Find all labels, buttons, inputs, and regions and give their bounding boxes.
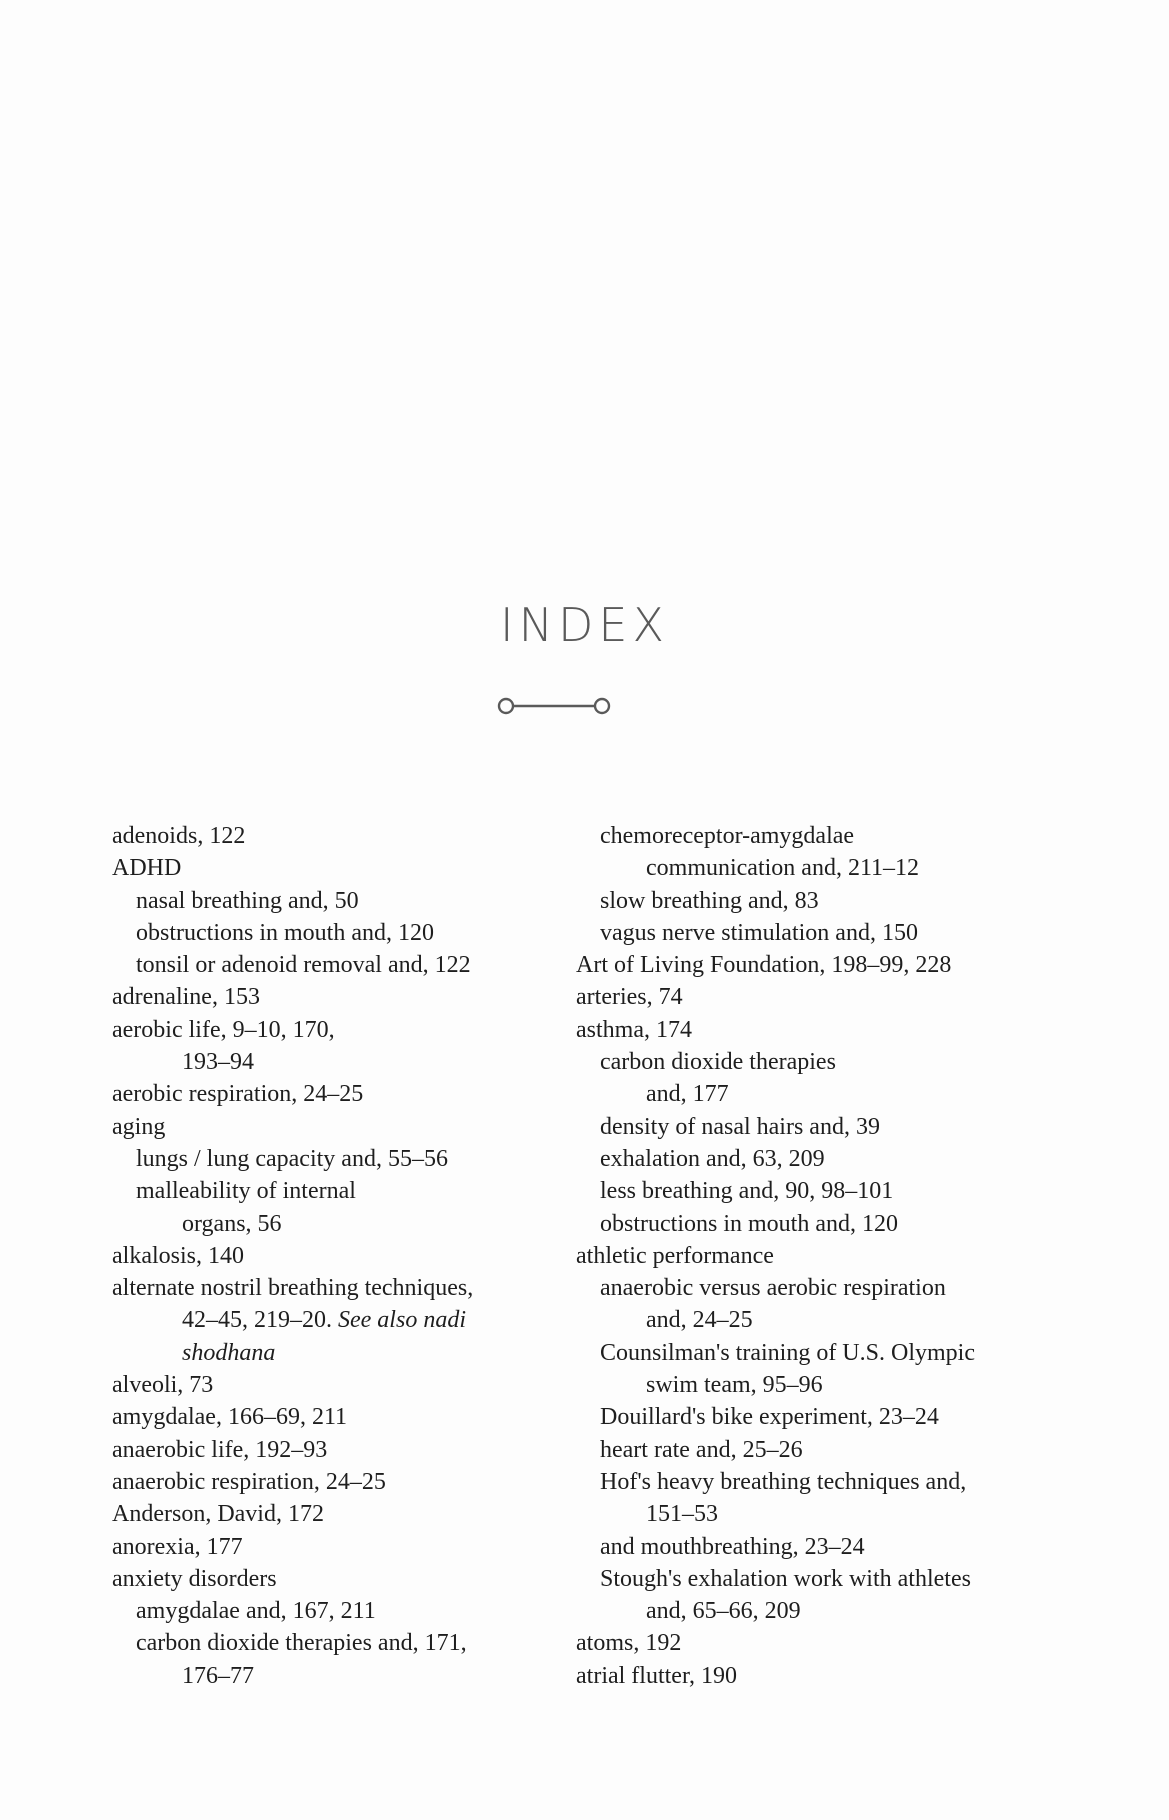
index-entry <box>112 1337 542 1369</box>
index-entry-text: adrenaline, 153 <box>112 984 260 1011</box>
index-entry <box>112 1498 542 1530</box>
index-entry-text: chemoreceptor-amygdalae <box>600 823 855 849</box>
index-entry-text: anxiety disorders <box>112 1565 277 1592</box>
index-entry <box>576 1175 1046 1207</box>
index-entry-text: tonsil or adenoid removal and, 122 <box>136 952 471 979</box>
index-entry-text: anaerobic respiration, 24–25 <box>112 1468 386 1495</box>
index-entry <box>576 885 1046 917</box>
index-entry-text: atrial flutter, 190 <box>576 1662 737 1689</box>
see-also-reference: See also nadi <box>338 1307 466 1334</box>
index-entry <box>576 1240 1046 1272</box>
index-entry-text: Stough's exhalation work with athletes <box>600 1565 971 1592</box>
index-entry <box>112 820 542 852</box>
index-entry-text: less breathing and, 90, 98–101 <box>600 1178 894 1205</box>
index-entry <box>112 1434 542 1466</box>
index-entry-text: amygdalae and, 167, 211 <box>136 1598 376 1625</box>
index-entry-text: aging <box>112 1113 166 1140</box>
index-entry-text: 151–53 <box>646 1501 718 1528</box>
index-entry <box>112 885 542 917</box>
index-entry-text: Counsilman's training of U.S. Olympic <box>600 1339 975 1366</box>
index-entry <box>576 852 1046 884</box>
index-entry <box>576 1304 1046 1336</box>
index-entry <box>112 1304 542 1336</box>
index-entry <box>576 1208 1046 1240</box>
index-entry <box>112 1531 542 1563</box>
index-entry-text: obstructions in mouth and, 120 <box>600 1210 898 1237</box>
index-entry <box>112 1014 542 1046</box>
index-entry <box>576 1078 1046 1110</box>
index-entry-text: swim team, 95–96 <box>646 1372 823 1399</box>
index-entry-text: 42–45, 219–20. <box>182 1307 332 1334</box>
index-column-right <box>576 820 1046 1692</box>
index-entry-text: Hof's heavy breathing techniques and, <box>600 1468 967 1495</box>
index-entry <box>112 917 542 949</box>
index-entry-text: athletic performance <box>576 1242 774 1269</box>
index-entry-text: arteries, 74 <box>576 984 683 1011</box>
index-entry-text: ADHD <box>112 855 182 882</box>
index-entry <box>576 1401 1046 1433</box>
index-entry-text: density of nasal hairs and, 39 <box>600 1113 880 1140</box>
index-entry-text: communication and, 211–12 <box>646 855 920 882</box>
index-entry <box>112 1175 542 1207</box>
index-entry <box>112 1078 542 1110</box>
index-entry-text: nasal breathing and, 50 <box>136 887 359 914</box>
see-also-reference: shodhana <box>182 1339 276 1366</box>
index-entry-text: 176–77 <box>182 1662 254 1689</box>
index-entry <box>576 1531 1046 1563</box>
index-entry <box>576 1046 1046 1078</box>
index-entry <box>112 1401 542 1433</box>
index-entry <box>112 1272 542 1304</box>
index-entry-text: carbon dioxide therapies and, 171, <box>136 1630 467 1657</box>
index-entry <box>112 1111 542 1143</box>
index-entry-text: anaerobic life, 192–93 <box>112 1436 328 1463</box>
index-entry-text: Art of Living Foundation, 198–99, 228 <box>576 952 952 979</box>
index-entry-text: obstructions in mouth and, 120 <box>136 919 434 946</box>
index-entry-text: alkalosis, 140 <box>112 1242 244 1269</box>
index-entry <box>112 1369 542 1401</box>
index-entry <box>576 1627 1046 1659</box>
index-column-left <box>112 820 542 1692</box>
index-entry <box>576 1563 1046 1595</box>
index-entry <box>576 1369 1046 1401</box>
index-entry <box>112 1143 542 1175</box>
index-entry-text: anorexia, 177 <box>112 1533 243 1560</box>
index-entry-text: and, 24–25 <box>646 1307 753 1334</box>
index-entry-text: malleability of internal <box>136 1178 356 1205</box>
index-entry-text: and mouthbreathing, 23–24 <box>600 1533 865 1560</box>
index-entry <box>576 917 1046 949</box>
index-entry <box>576 1143 1046 1175</box>
index-entry <box>576 1595 1046 1627</box>
index-entry-text: Douillard's bike experiment, 23–24 <box>600 1404 939 1431</box>
index-entry-text: Anderson, David, 172 <box>112 1501 324 1528</box>
ornament-divider-icon <box>496 694 612 718</box>
index-entry-text: aerobic respiration, 24–25 <box>112 1081 364 1108</box>
index-entry <box>112 1046 542 1078</box>
index-entry-text: carbon dioxide therapies <box>600 1049 836 1076</box>
index-entry-text: and, 177 <box>646 1081 729 1108</box>
index-entry-text: amygdalae, 166–69, 211 <box>112 1404 348 1431</box>
index-entry <box>112 1240 542 1272</box>
index-entry <box>576 981 1046 1013</box>
index-entry <box>112 1208 542 1240</box>
index-entry-text: alveoli, 73 <box>112 1372 214 1399</box>
index-entry <box>112 852 542 884</box>
index-entry <box>112 1660 542 1692</box>
index-entry <box>576 1111 1046 1143</box>
index-entry <box>576 1660 1046 1692</box>
index-entry-text: 193–94 <box>182 1049 254 1076</box>
index-entry <box>112 1627 542 1659</box>
index-entry-text: organs, 56 <box>182 1210 282 1237</box>
index-entry-text: and, 65–66, 209 <box>646 1598 801 1625</box>
index-entry-text: adenoids, 122 <box>112 823 246 849</box>
index-entry-text: heart rate and, 25–26 <box>600 1436 803 1463</box>
index-entry <box>112 949 542 981</box>
index-entry-text: anaerobic versus aerobic respiration <box>600 1275 946 1302</box>
index-entry <box>112 1466 542 1498</box>
page-title: INDEX <box>500 598 669 652</box>
index-entry <box>576 1337 1046 1369</box>
index-entry-text: alternate nostril breathing techniques, <box>112 1275 474 1302</box>
index-entry <box>576 1466 1046 1498</box>
index-entry <box>576 820 1046 852</box>
index-entry <box>576 1272 1046 1304</box>
index-entry <box>112 1595 542 1627</box>
index-entry-text: aerobic life, 9–10, 170, <box>112 1016 335 1043</box>
index-entry <box>112 981 542 1013</box>
index-entry <box>112 1563 542 1595</box>
index-entry <box>576 1014 1046 1046</box>
index-entry <box>576 1498 1046 1530</box>
index-entry <box>576 1434 1046 1466</box>
index-entry-text: lungs / lung capacity and, 55–56 <box>136 1145 448 1172</box>
index-entry-text: atoms, 192 <box>576 1630 682 1657</box>
index-entry <box>576 949 1046 981</box>
index-entry-text: exhalation and, 63, 209 <box>600 1145 825 1172</box>
index-entry-text: vagus nerve stimulation and, 150 <box>600 919 918 946</box>
index-entry-text: slow breathing and, 83 <box>600 887 819 914</box>
index-entry-text: asthma, 174 <box>576 1016 692 1043</box>
